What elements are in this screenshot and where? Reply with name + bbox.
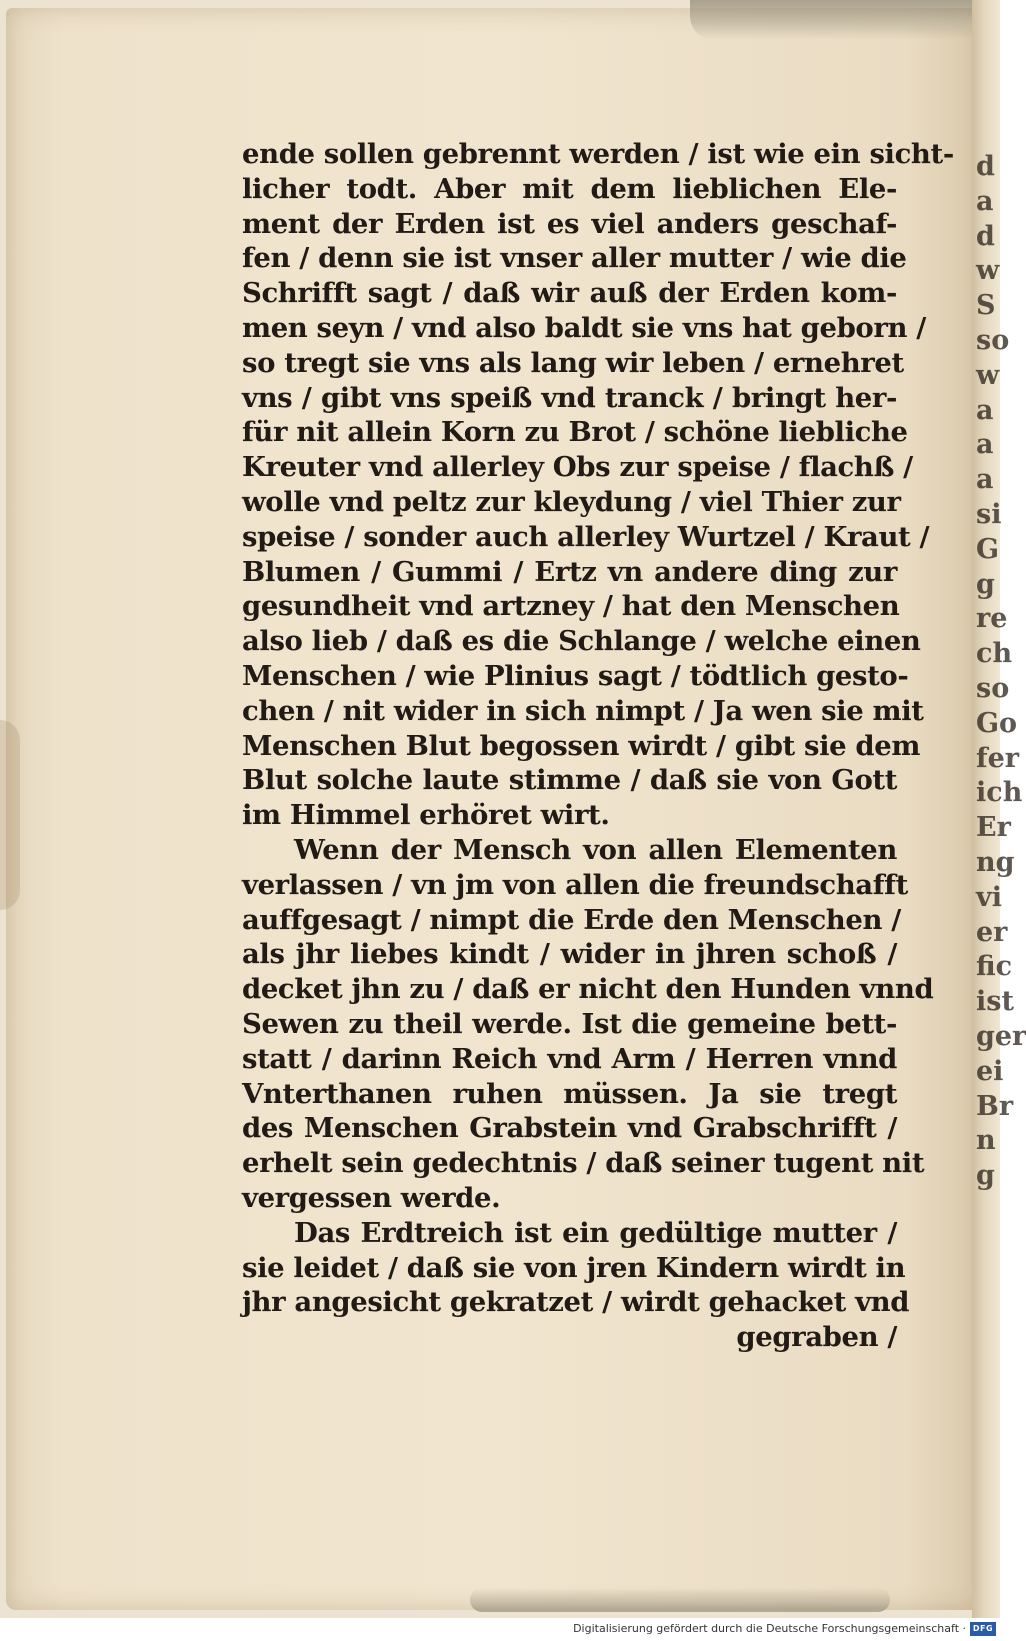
facing-page-fragment: Br [976,1090,1014,1122]
facing-page-fragment: ich [976,777,1023,809]
facing-page-fragment: ch [976,638,1013,670]
facing-page-fragment: Go [976,707,1018,739]
text-line: vns / gibt vns speiß vnd tranck / bringt her- [242,381,897,414]
facing-page-fragment: G [976,533,1000,565]
text-line: im Himmel erhöret wirt. [242,799,610,832]
text-line: Kreuter vnd allerley Obs zur speise / flachß / [242,451,913,484]
facing-page-fragment: a [976,429,994,461]
text-line: auffgesagt / nimpt die Erde den Menschen / [242,903,901,936]
funding-credit: Digitalisierung gefördert durch die Deutsche Forschungsgemeinschaft · [573,1622,966,1635]
text-line: jhr angesicht gekratzet / wirdt gehacket vnd [242,1286,910,1319]
facing-page-fragment: a [976,394,994,426]
facing-page-fragment: fic [976,951,1013,983]
text-line: wolle vnd peltz zur kleydung / viel Thier zur [242,485,901,518]
facing-page-fragment: n [976,1125,996,1157]
text-line: gesundheit vnd artzney / hat den Menschen [242,590,900,623]
text-line: chen / nit wider in sich nimpt / Ja wen sie mit [242,694,924,727]
facing-page-fragment: w [976,359,1000,391]
text-line: so tregt sie vns als lang wir leben / ernehret [242,346,904,379]
text-line: ende sollen gebrennt werden / ist wie ein sicht- [242,138,954,170]
facing-page-fragment: re [976,603,1008,635]
facing-page-fragment: so [976,672,1010,704]
text-line: Sewen zu theil werde. Ist die gemeine bett- [242,1007,897,1040]
binding-edge-bottom [470,1588,890,1612]
binding-edge-top [690,0,1000,40]
facing-page-fragment: d [976,151,995,182]
facing-page-fragment: g [976,1160,995,1192]
text-line: verlassen / vn jm von allen die freundschafft [242,868,908,901]
text-line: als jhr liebes kindt / wider in jhren schoß / [242,938,897,971]
facing-page-fragment: w [976,255,1000,287]
text-line: Menschen Blut begossen wirdt / gibt sie dem [242,729,921,762]
text-line: fen / denn sie ist vnser aller mutter / wie die [242,242,907,275]
facing-page-fragment: g [976,568,995,600]
text-line: statt / darinn Reich vnd Arm / Herren vnnd [242,1042,897,1075]
facing-page-margin [976,150,1026,1400]
dfg-logo-icon: DFG [970,1622,996,1636]
text-line: Schrifft sagt / daß wir auß der Erden kom- [242,277,897,310]
text-line: decket jhn zu / daß er nicht den Hunden vnnd [242,973,934,1006]
facing-page-fragment: si [976,498,1002,530]
facing-page-fragment: fer [976,742,1020,774]
facing-page-fragment: Er [976,812,1011,844]
text-line: erhelt sein gedechtnis / daß seiner tugent nit [242,1147,925,1180]
text-line: Das Erdtreich ist ein gedültige mutter / [294,1216,897,1249]
facing-page-fragment: ei [976,1055,1004,1087]
facing-page-fragment: ng [976,846,1015,878]
facing-page-fragment: a [976,185,994,217]
text-line: Menschen / wie Plinius sagt / tödtlich gesto- [242,659,909,692]
blackletter-text-block [242,137,954,1355]
facing-page-fragment: vi [976,881,1002,913]
digitization-footer [0,1618,1000,1641]
catchword: gegraben / [736,1321,897,1354]
text-line: Vnterthanen ruhen müssen. Ja sie tregt [242,1077,897,1110]
text-line: licher todt. Aber mit dem lieblichen Ele- [242,172,897,205]
clasp-shadow [0,720,20,910]
text-line: Blumen / Gummi / Ertz vn andere ding zur [242,555,897,588]
text-line: ment der Erden ist es viel anders geschaf- [242,207,897,240]
text-line: Wenn der Mensch von allen Elementen [294,833,897,866]
facing-page-fragment: d [976,220,995,252]
text-line: für nit allein Korn zu Brot / schöne liebliche [242,416,908,449]
text-line: Blut solche laute stimme / daß sie von Gott [242,764,897,797]
text-line: vergessen werde. [242,1181,501,1214]
facing-page-fragment: ist [976,986,1014,1018]
text-line: des Menschen Grabstein vnd Grabschrifft / [242,1112,897,1145]
facing-page-fragment: ger [976,1020,1026,1052]
facing-page-fragment: a [976,464,994,496]
text-line: sie leidet / daß sie von jren Kindern wirdt in [242,1251,906,1284]
facing-page-fragment: er [976,916,1008,948]
facing-page-fragment: S [976,290,996,322]
text-line: men seyn / vnd also baldt sie vns hat geborn / [242,311,926,344]
text-line: speise / sonder auch allerley Wurtzel / Kraut / [242,520,930,553]
text-line: also lieb / daß es die Schlange / welche einen [242,625,921,658]
facing-page-fragment: so [976,324,1010,356]
